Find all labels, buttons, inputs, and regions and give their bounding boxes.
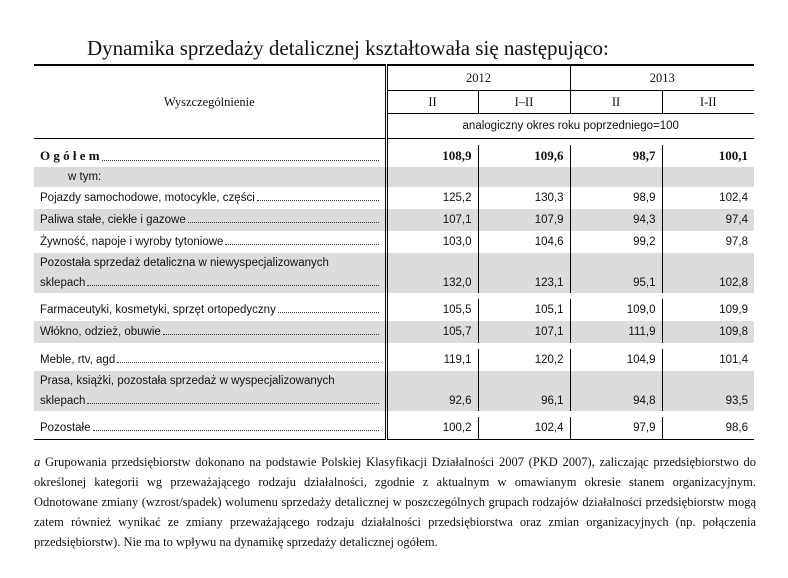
cell-value: 99,2: [570, 231, 662, 253]
table-row: [34, 417, 754, 440]
row-label: Pozostała sprzedaż detaliczna w niewyspecjalizowanych: [40, 257, 329, 269]
table-row: [34, 349, 754, 371]
cell-value: 98,9: [570, 187, 662, 209]
row-label: Żywność, napoje i wyroby tytoniowe: [40, 236, 224, 248]
cell-value: 104,9: [570, 349, 662, 371]
table-row: [34, 187, 754, 209]
cell-value: 100,2: [386, 417, 478, 440]
cell-value: 98,6: [662, 417, 754, 440]
row-label: O g ó ł e m: [40, 148, 100, 163]
cell-value: 111,9: [570, 321, 662, 343]
table-row: [34, 231, 754, 253]
cell-value: 102,4: [662, 187, 754, 209]
row-label: Paliwa stałe, ciekłe i gazowe: [40, 214, 186, 226]
table-row: [34, 299, 754, 321]
cell-value: 109,8: [662, 321, 754, 343]
cell-value: 108,9: [442, 148, 472, 163]
row-label: w tym:: [68, 171, 102, 183]
row-label: Pojazdy samochodowe, motocykle, części: [40, 192, 255, 204]
cell-value: 120,2: [478, 349, 570, 371]
table-row: [34, 371, 754, 391]
cell-value: 107,9: [478, 209, 570, 231]
row-label: Włókno, odzież, obuwie: [40, 326, 161, 338]
cell-value: 105,7: [386, 321, 478, 343]
header-sub-col: II: [570, 91, 662, 114]
cell-value: 125,2: [442, 192, 472, 204]
cell-value: 95,1: [570, 273, 662, 293]
table-row: [34, 145, 754, 167]
cell-value: 101,4: [662, 349, 754, 371]
row-label: Meble, rtv, agd: [40, 354, 116, 366]
cell-value: 98,7: [570, 145, 662, 167]
cell-value: 103,0: [442, 236, 472, 248]
cell-value: 94,8: [570, 391, 662, 411]
header-year-2012: 2012: [386, 65, 570, 91]
table-row-continued: [34, 273, 754, 293]
cell-value: 100,1: [662, 145, 754, 167]
cell-value: 107,1: [478, 321, 570, 343]
cell-value: 102,4: [478, 417, 570, 440]
cell-value: 105,5: [442, 304, 472, 316]
cell-value: 93,5: [662, 391, 754, 411]
cell-value: 130,3: [478, 187, 570, 209]
footnote: [34, 452, 756, 552]
cell-value: 96,1: [478, 391, 570, 411]
cell-value: 109,9: [662, 299, 754, 321]
table-row: [34, 253, 754, 273]
cell-value: 109,0: [570, 299, 662, 321]
cell-value: 97,8: [662, 231, 754, 253]
cell-value: 94,3: [570, 209, 662, 231]
cell-value: 123,1: [478, 273, 570, 293]
header-sub-col: I–II: [478, 91, 570, 114]
header-year-2013: 2013: [570, 65, 754, 91]
table-row: [34, 209, 754, 231]
cell-value: 97,9: [570, 417, 662, 440]
table-row: [34, 321, 754, 343]
sales-table-container: [34, 64, 754, 440]
header-wyszczegolnienie: Wyszczególnienie: [34, 65, 386, 139]
row-label: sklepach: [40, 277, 86, 289]
cell-value: 92,6: [386, 391, 478, 411]
cell-value: 97,4: [662, 209, 754, 231]
table-row-continued: [34, 391, 754, 411]
header-sub-col: I-II: [662, 91, 754, 114]
cell-value: 107,1: [386, 209, 478, 231]
header-unit: analogiczny okres roku poprzedniego=100: [386, 114, 754, 139]
cell-value: 104,6: [478, 231, 570, 253]
cell-value: 119,1: [443, 354, 472, 366]
table-row: [34, 167, 754, 187]
cell-value: 105,1: [478, 299, 570, 321]
cell-value: 109,6: [478, 145, 570, 167]
cell-value: 132,0: [386, 273, 478, 293]
footnote-text: Grupowania przedsiębiorstw dokonano na podstawie Polskiej Klasyfikacji Działalności 2007 (PKD 2007), zaliczając przedsiębiorstwo do określonej kategorii wg przeważającego rodzaju działalności, zgodnie z aktualnym w omawianym okresie stanem organizacyjnym. Odnotowane zmiany (wzrost/spadek) wolumenu sprzedaży detalicznej w poszczególnych grupach rodzajów działalności przedsiębiorstw mogą zatem również wynikać ze zmiany przeważającego rodzaju działalności przedsiębiorstwa oraz zmian organizacyjnych (np. połączenia przedsiębiorstw). Nie ma to wpływu na dynamikę sprzedaży detalicznej ogółem.: [34, 455, 756, 549]
row-label: Pozostałe: [40, 422, 91, 434]
row-label: Farmaceutyki, kosmetyki, sprzęt ortopedyczny: [40, 304, 276, 316]
row-label: sklepach: [40, 395, 86, 407]
page-title: Dynamika sprzedaży detalicznej kształtowała się następująco:: [87, 36, 609, 60]
cell-value: 102,8: [662, 273, 754, 293]
header-sub-col: II: [386, 91, 478, 114]
row-label: Prasa, książki, pozostała sprzedaż w wyspecjalizowanych: [40, 375, 335, 387]
footnote-marker: a: [34, 455, 41, 469]
sales-dynamics-table: [34, 64, 754, 440]
